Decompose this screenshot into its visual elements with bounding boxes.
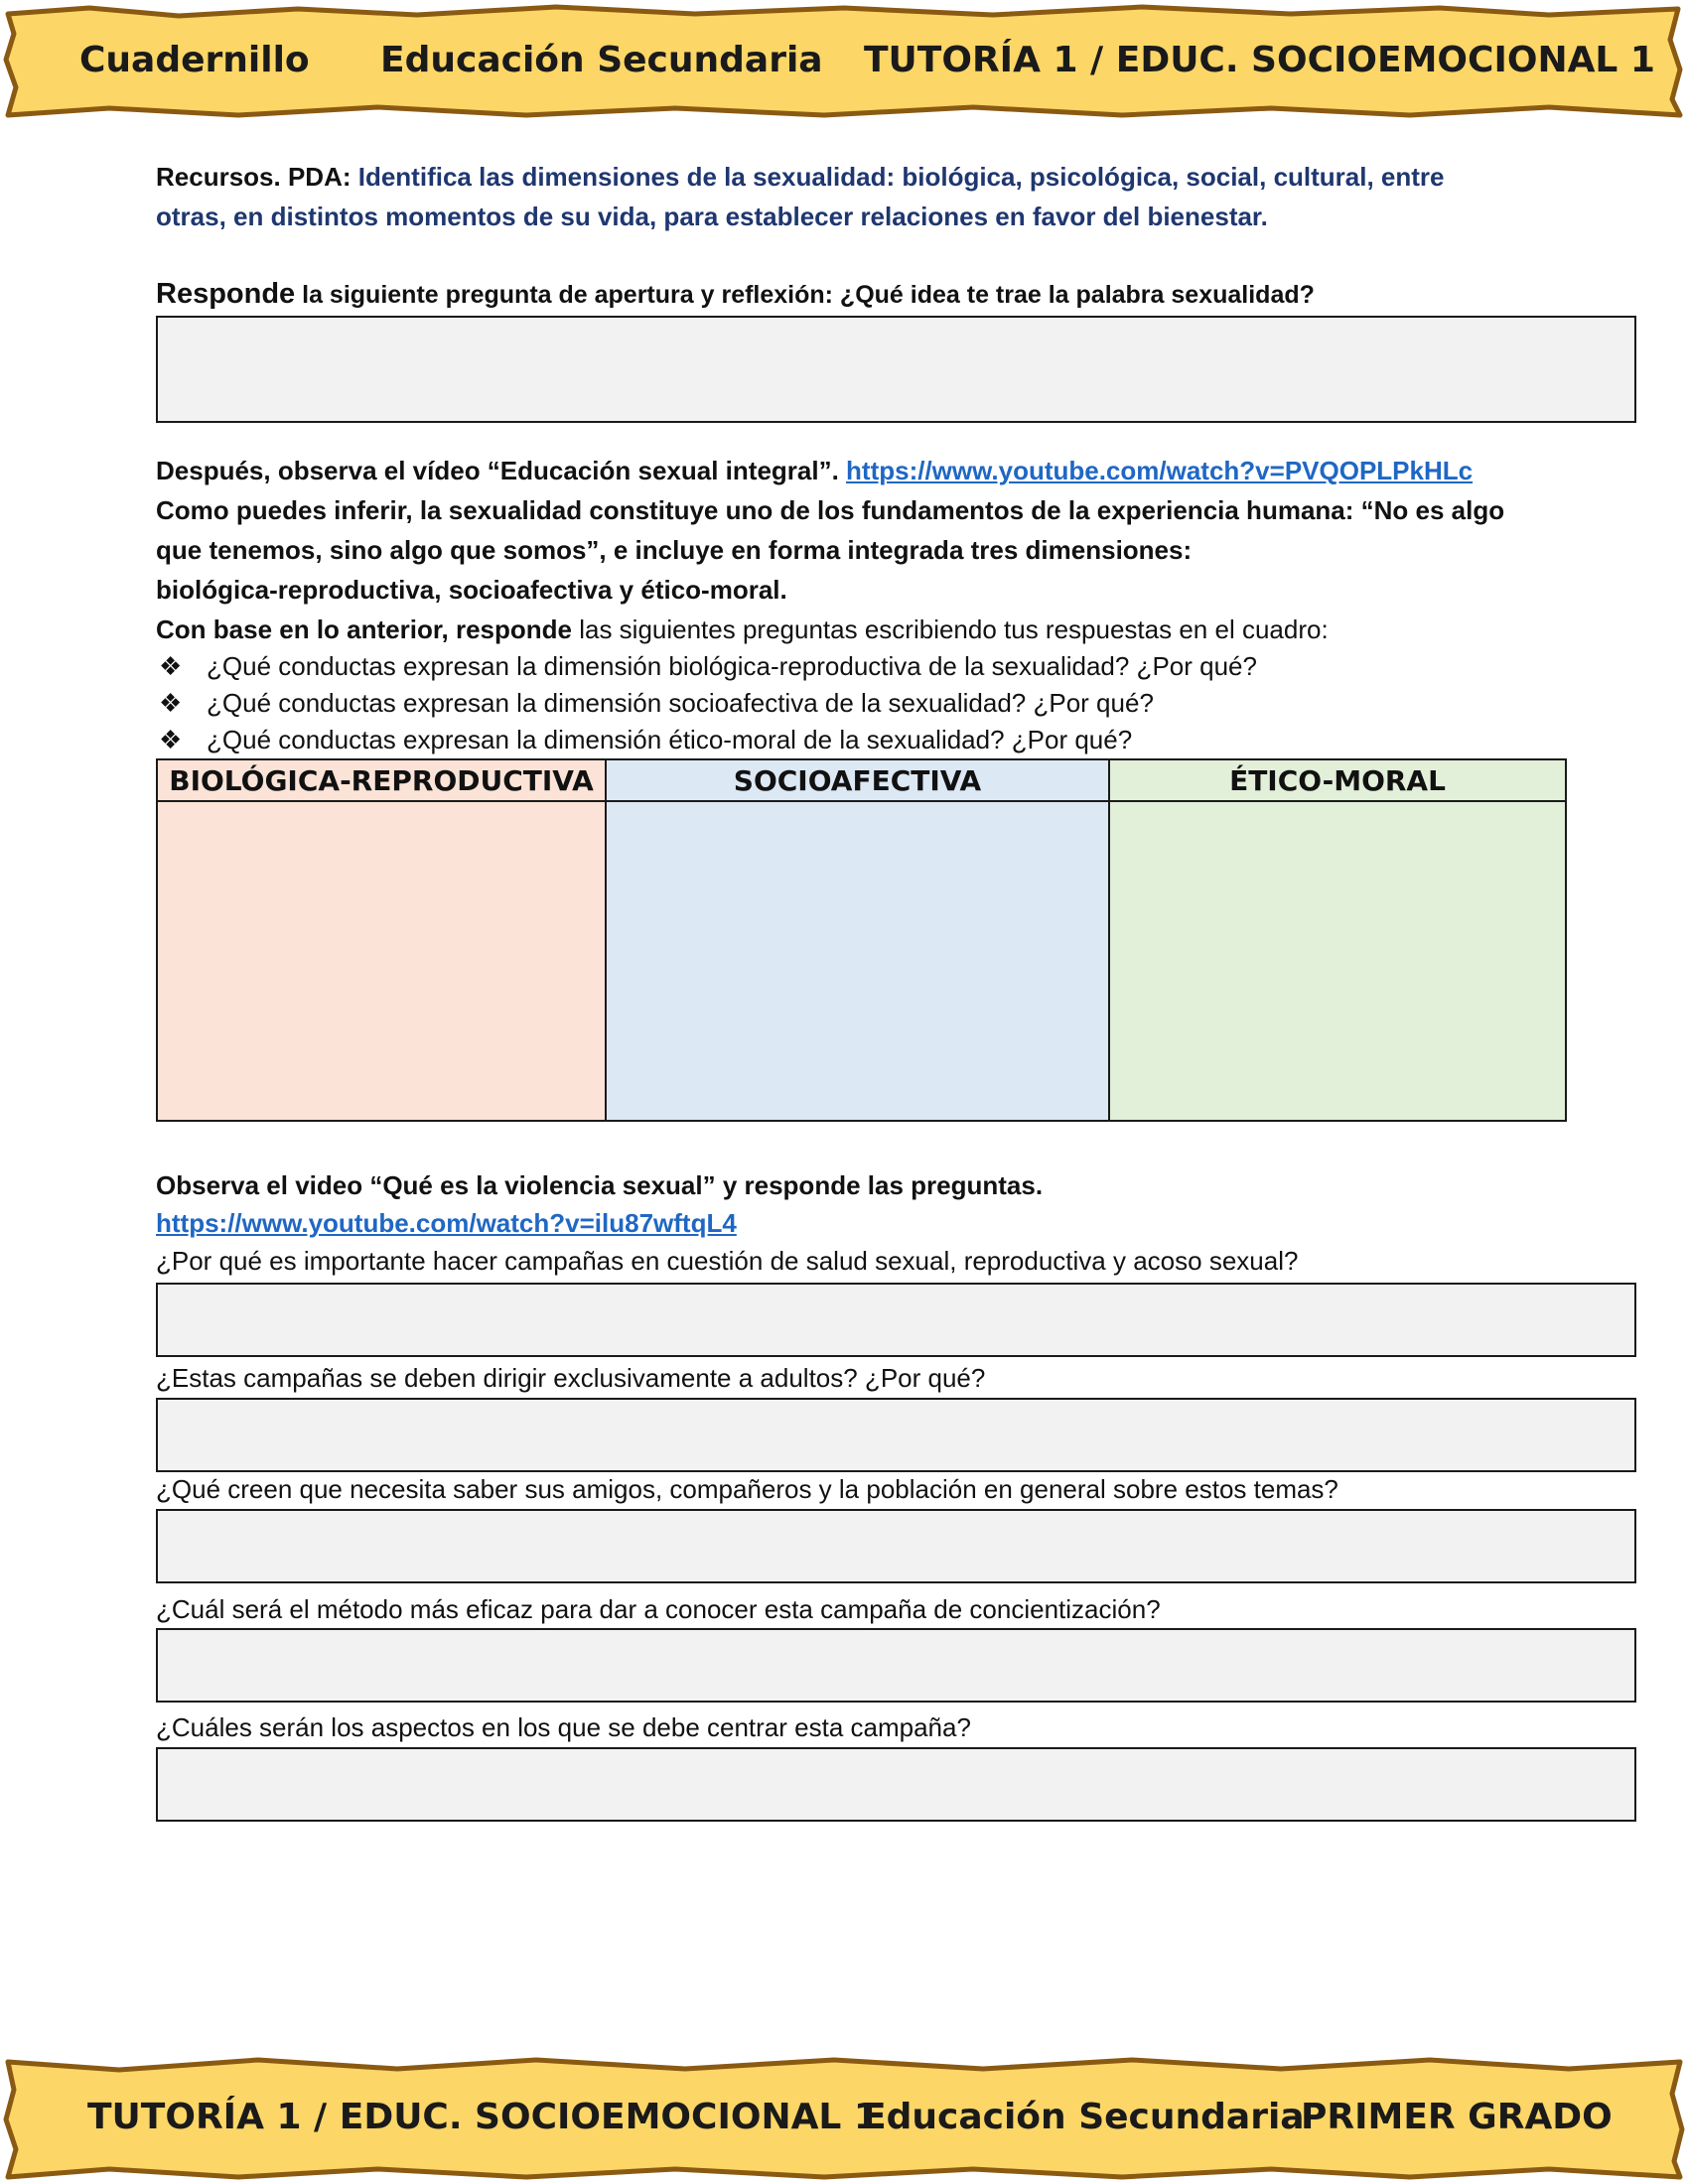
base-instruction xyxy=(156,612,1329,647)
base-text: las siguientes preguntas escribiendo tus respuestas en el cuadro: xyxy=(571,614,1329,644)
pda-line-1 xyxy=(156,159,1445,195)
bullet-item-3 xyxy=(159,722,1132,757)
header-subject: TUTORÍA 1 / EDUC. SOCIOEMOCIONAL 1 xyxy=(864,39,1655,80)
base-lead: Con base en lo anterior, responde xyxy=(156,614,572,644)
diamond-bullet-icon: ❖ xyxy=(159,688,183,718)
answer-box-3[interactable] xyxy=(156,1509,1636,1583)
header-level: Educación Secundaria xyxy=(380,39,823,80)
pda-text-1: Identifica las dimensiones de la sexualidad: biológica, psicológica, social, cultural, entre xyxy=(357,162,1445,192)
video1-link[interactable]: https://www.youtube.com/watch?v=PVQOPLPkHLc xyxy=(846,456,1474,485)
table-header-row xyxy=(157,759,1566,801)
bullet-text-3: ¿Qué conductas expresan la dimensión ético-moral de la sexualidad? ¿Por qué? xyxy=(207,725,1133,754)
footer-level: Educación Secundaria xyxy=(862,2097,1305,2137)
bullet-item-1 xyxy=(159,648,1257,684)
bullet-text-1: ¿Qué conductas expresan la dimensión biológica-reproductiva de la sexualidad? ¿Por qué? xyxy=(207,651,1257,681)
pda-line-2: otras, en distintos momentos de su vida, para establecer relaciones en favor del bienestar. xyxy=(156,202,1268,231)
question-5: ¿Cuáles serán los aspectos en los que se debe centrar esta campaña? xyxy=(156,1712,971,1742)
opening-answer-box[interactable] xyxy=(156,316,1636,423)
question-2: ¿Estas campañas se deben dirigir exclusivamente a adultos? ¿Por qué? xyxy=(156,1363,986,1393)
infer-line-2: que tenemos, sino algo que somos”, e incluye en forma integrada tres dimensiones: xyxy=(156,535,1193,565)
table-answer-row xyxy=(157,801,1566,1121)
col-header-etico-moral: ÉTICO-MORAL xyxy=(1109,759,1566,801)
video1-text: Después, observa el vídeo “Educación sexual integral”. xyxy=(156,456,847,485)
header-banner xyxy=(0,0,1688,119)
opening-lead: Responde xyxy=(156,278,296,310)
footer-subject: TUTORÍA 1 / EDUC. SOCIOEMOCIONAL 1 xyxy=(87,2097,879,2137)
answer-box-1[interactable] xyxy=(156,1283,1636,1357)
video2-link[interactable]: https://www.youtube.com/watch?v=ilu87wftqL4 xyxy=(156,1208,737,1238)
question-1: ¿Por qué es importante hacer campañas en cuestión de salud sexual, reproductiva y acoso sexual? xyxy=(156,1246,1299,1276)
question-4: ¿Cuál será el método más eficaz para dar a conocer esta campaña de concientización? xyxy=(156,1594,1161,1624)
video1-line xyxy=(156,453,1473,488)
footer-banner xyxy=(0,2050,1688,2184)
opening-text: la siguiente pregunta de apertura y reflexión: ¿Qué idea te trae la palabra sexualidad? xyxy=(295,281,1315,309)
question-3: ¿Qué creen que necesita saber sus amigos, compañeros y la población en general sobre estos temas? xyxy=(156,1474,1338,1504)
infer-line-1: Como puedes inferir, la sexualidad constituye uno de los fundamentos de la experiencia humana: “No es algo xyxy=(156,495,1505,525)
answer-cell-etico-moral[interactable] xyxy=(1109,801,1566,1121)
diamond-bullet-icon: ❖ xyxy=(159,651,183,681)
bullet-text-2: ¿Qué conductas expresan la dimensión socioafectiva de la sexualidad? ¿Por qué? xyxy=(207,688,1154,718)
video2-instruction: Observa el video “Qué es la violencia sexual” y responde las preguntas. xyxy=(156,1170,1044,1200)
answer-cell-socioafectiva[interactable] xyxy=(606,801,1109,1121)
header-cuadernillo: Cuadernillo xyxy=(79,39,310,80)
answer-box-2[interactable] xyxy=(156,1398,1636,1472)
footer-grade: PRIMER GRADO xyxy=(1301,2097,1613,2137)
answer-box-5[interactable] xyxy=(156,1747,1636,1822)
opening-question xyxy=(156,276,1315,313)
col-header-socioafectiva: SOCIOAFECTIVA xyxy=(606,759,1109,801)
dimensions-table xyxy=(156,758,1567,1122)
answer-box-4[interactable] xyxy=(156,1628,1636,1703)
pda-prefix: Recursos. PDA: xyxy=(156,162,358,192)
diamond-bullet-icon: ❖ xyxy=(159,725,183,754)
infer-line-3: biológica-reproductiva, socioafectiva y ético-moral. xyxy=(156,575,787,605)
answer-cell-biologica[interactable] xyxy=(157,801,606,1121)
bullet-item-2 xyxy=(159,685,1154,721)
col-header-biologica: BIOLÓGICA-REPRODUCTIVA xyxy=(157,759,606,801)
